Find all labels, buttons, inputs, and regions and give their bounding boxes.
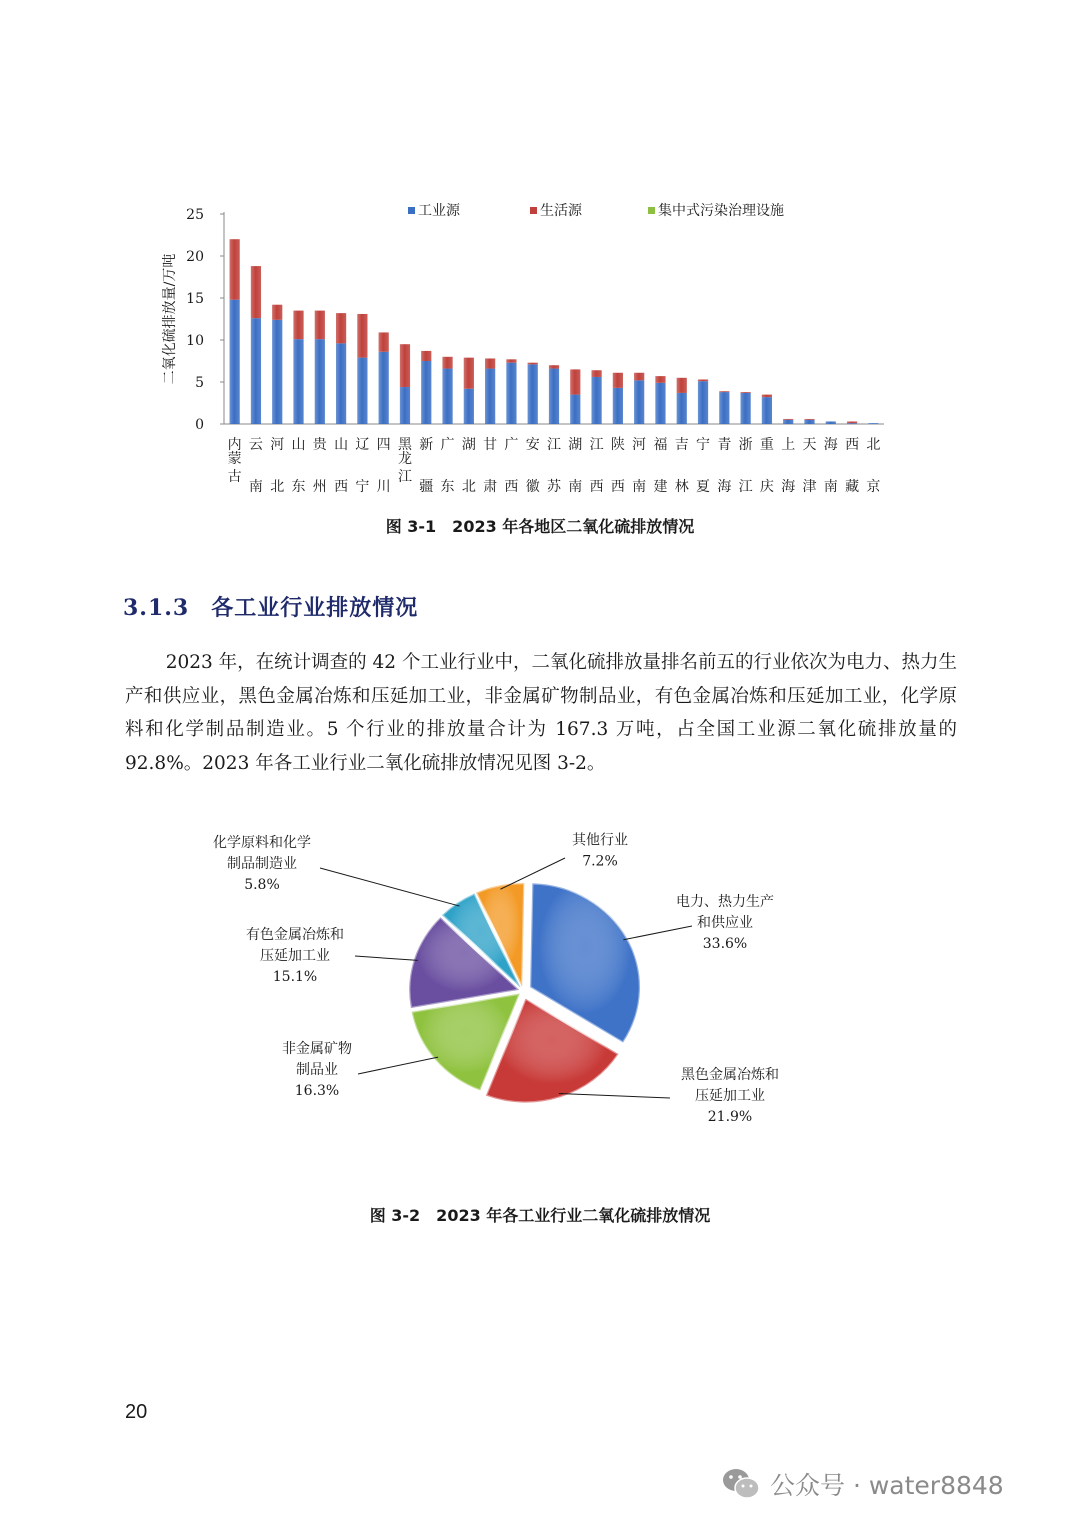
bar-segment-industrial xyxy=(293,339,303,424)
pie-slice-label: 化学原料和化学制品制造业 5.8% xyxy=(213,835,311,893)
pie-slice-label: 黑色金属冶炼和压延加工业 21.9% xyxy=(681,1067,779,1125)
legend-label: 生活源 xyxy=(540,203,582,219)
bar-chart-regions xyxy=(150,195,910,495)
bar-segment-domestic xyxy=(315,311,325,340)
bar-segment-domestic xyxy=(293,311,303,340)
bar-segment-industrial xyxy=(634,380,644,424)
bar-segment-industrial xyxy=(379,352,389,424)
bar-segment-industrial xyxy=(826,421,836,424)
pie-chart-industries xyxy=(180,830,820,1150)
x-tick-label: 湖南 xyxy=(568,437,583,495)
bar-segment-industrial xyxy=(549,369,559,424)
y-tick-label: 5 xyxy=(195,375,204,391)
bar-segment-industrial xyxy=(677,393,687,424)
x-tick-label: 四川 xyxy=(376,437,391,495)
bar-segment-domestic xyxy=(655,376,665,383)
bar-segment-industrial xyxy=(485,369,495,424)
x-tick-label: 青海 xyxy=(717,437,732,495)
x-tick-label: 江西 xyxy=(589,437,604,495)
watermark-text: 公众号 · water8848 xyxy=(770,1471,1004,1500)
section-heading xyxy=(123,591,418,622)
bar-segment-industrial xyxy=(655,383,665,424)
bar-segment-industrial xyxy=(357,358,367,424)
bar-segment-domestic xyxy=(379,332,389,351)
pie-slice-label: 其他行业 7.2% xyxy=(572,832,628,870)
bar-segment-domestic xyxy=(336,313,346,343)
x-tick-label: 吉林 xyxy=(674,437,689,495)
x-tick-label: 新疆 xyxy=(419,437,434,495)
legend-swatch xyxy=(648,207,655,214)
pie-leader-line xyxy=(320,868,460,906)
bar-segment-domestic xyxy=(677,378,687,393)
bar-segment-industrial xyxy=(698,381,708,424)
x-tick-label: 重庆 xyxy=(759,437,774,495)
x-tick-label: 广西 xyxy=(504,437,519,495)
bar-segment-domestic xyxy=(549,365,559,368)
bar-segment-domestic xyxy=(634,373,644,381)
bar-segment-industrial xyxy=(783,420,793,424)
x-tick-label: 宁夏 xyxy=(696,437,711,495)
bar-segment-industrial xyxy=(570,395,580,424)
x-tick-label: 甘肃 xyxy=(483,437,498,495)
x-tick-label: 山西 xyxy=(334,437,349,495)
x-tick-label: 辽宁 xyxy=(355,437,370,495)
bar-segment-domestic xyxy=(442,357,452,369)
legend-swatch xyxy=(408,207,415,214)
x-tick-label: 陕西 xyxy=(610,437,625,495)
bar-segment-industrial xyxy=(251,318,261,424)
x-tick-label: 浙江 xyxy=(738,437,753,495)
bar-segment-domestic xyxy=(570,369,580,394)
x-tick-label: 海南 xyxy=(823,437,838,495)
x-tick-label: 河北 xyxy=(270,437,285,495)
x-tick-label: 贵州 xyxy=(312,437,327,495)
x-tick-label: 江苏 xyxy=(547,437,561,495)
wechat-icon xyxy=(722,1467,760,1501)
body-paragraph: 2023 年，在统计调查的 42 个工业行业中，二氧化硫排放量排名前五的行业依次为电力、热力生产和供应业，黑色金属冶炼和压延加工业，非金属矿物制品业，有色金属冶炼和压延加工业，化学原料和化学制品制造业。5 个行业的排放量合计为 167.3 万吨，占全国工业源二氧化硫排放量的 92.8%。2023 年各工业行业二氧化硫排放情况见图 3-2。 xyxy=(125,652,957,774)
x-tick-label: 山东 xyxy=(291,437,306,495)
bar-segment-industrial xyxy=(613,388,623,424)
bar-segment-domestic xyxy=(741,392,751,393)
pie-slice-label: 非金属矿物制品业 16.3% xyxy=(282,1041,352,1099)
bar-segment-industrial xyxy=(506,363,516,424)
figure-caption-3-2: 图 3-2 2023 年各工业行业二氧化硫排放情况 xyxy=(369,1206,711,1225)
bar-segment-industrial xyxy=(719,392,729,424)
x-tick-label: 西藏 xyxy=(845,437,860,495)
x-tick-label: 福建 xyxy=(653,437,668,495)
x-tick-label: 上海 xyxy=(781,437,796,495)
x-tick-label: 河南 xyxy=(632,437,647,495)
watermark xyxy=(722,1462,1004,1506)
y-tick-label: 0 xyxy=(195,417,204,433)
bar-segment-industrial xyxy=(528,364,538,424)
bar-segment-industrial xyxy=(230,300,240,424)
y-tick-label: 25 xyxy=(186,207,204,223)
section-number: 3.1.3 xyxy=(123,595,190,621)
legend-label: 集中式污染治理设施 xyxy=(658,203,784,219)
bar-segment-domestic xyxy=(528,363,538,365)
bar-segment-domestic xyxy=(400,344,410,387)
x-tick-label: 广东 xyxy=(440,437,455,495)
bar-segment-domestic xyxy=(762,395,772,398)
x-tick-label: 内蒙古 xyxy=(227,437,242,485)
pie-leader-line xyxy=(559,1094,670,1098)
bar-segment-industrial xyxy=(442,369,452,424)
bar-segment-domestic xyxy=(230,239,240,299)
x-tick-label: 天津 xyxy=(802,437,817,495)
bar-segment-domestic xyxy=(251,266,261,318)
bar-segment-industrial xyxy=(804,420,814,424)
bar-segment-domestic xyxy=(804,419,814,420)
bar-segment-industrial xyxy=(272,320,282,424)
bar-segment-industrial xyxy=(336,343,346,424)
y-tick-label: 20 xyxy=(186,249,204,265)
bar-segment-industrial xyxy=(762,397,772,424)
legend-label: 工业源 xyxy=(418,203,460,219)
bar-segment-domestic xyxy=(698,379,708,381)
bar-segment-domestic xyxy=(847,421,857,423)
bar-segment-domestic xyxy=(506,359,516,362)
bar-segment-industrial xyxy=(315,339,325,424)
bar-segment-domestic xyxy=(591,370,601,377)
bar-segment-domestic xyxy=(719,391,729,392)
bar-segment-industrial xyxy=(464,389,474,424)
x-tick-label: 北京 xyxy=(866,437,881,495)
pie-leader-line xyxy=(358,1057,438,1074)
bar-segment-domestic xyxy=(485,358,495,368)
bar-segment-industrial xyxy=(421,361,431,424)
x-tick-label: 湖北 xyxy=(461,437,476,495)
y-tick-label: 15 xyxy=(186,291,204,307)
bar-segment-industrial xyxy=(741,393,751,424)
bar-segment-domestic xyxy=(613,373,623,388)
pie-leader-line xyxy=(623,926,692,940)
bar-segment-industrial xyxy=(591,377,601,424)
bar-segment-industrial xyxy=(847,423,857,424)
y-axis-label: 二氧化硫排放量/万吨 xyxy=(162,253,178,385)
bar-segment-domestic xyxy=(272,305,282,320)
bar-segment-industrial xyxy=(400,387,410,424)
y-tick-label: 10 xyxy=(186,333,204,349)
page-number: 20 xyxy=(125,1401,148,1423)
x-tick-label: 安徽 xyxy=(525,437,540,495)
bar-segment-domestic xyxy=(783,419,793,420)
x-tick-label: 黑龙江 xyxy=(397,437,412,485)
bar-segment-industrial xyxy=(868,423,878,424)
bar-segment-domestic xyxy=(464,358,474,389)
pie-leader-line xyxy=(355,956,418,960)
legend-swatch xyxy=(530,207,537,214)
figure-caption-3-1: 图 3-1 2023 年各地区二氧化硫排放情况 xyxy=(385,517,695,536)
bar-segment-domestic xyxy=(357,314,367,358)
pie-slice-label: 有色金属冶炼和压延加工业 15.1% xyxy=(246,927,344,985)
x-tick-label: 云南 xyxy=(248,437,263,495)
pie-slice-label: 电力、热力生产和供应业 33.6% xyxy=(676,894,774,952)
section-title: 各工业行业排放情况 xyxy=(211,595,419,621)
bar-segment-domestic xyxy=(421,351,431,361)
